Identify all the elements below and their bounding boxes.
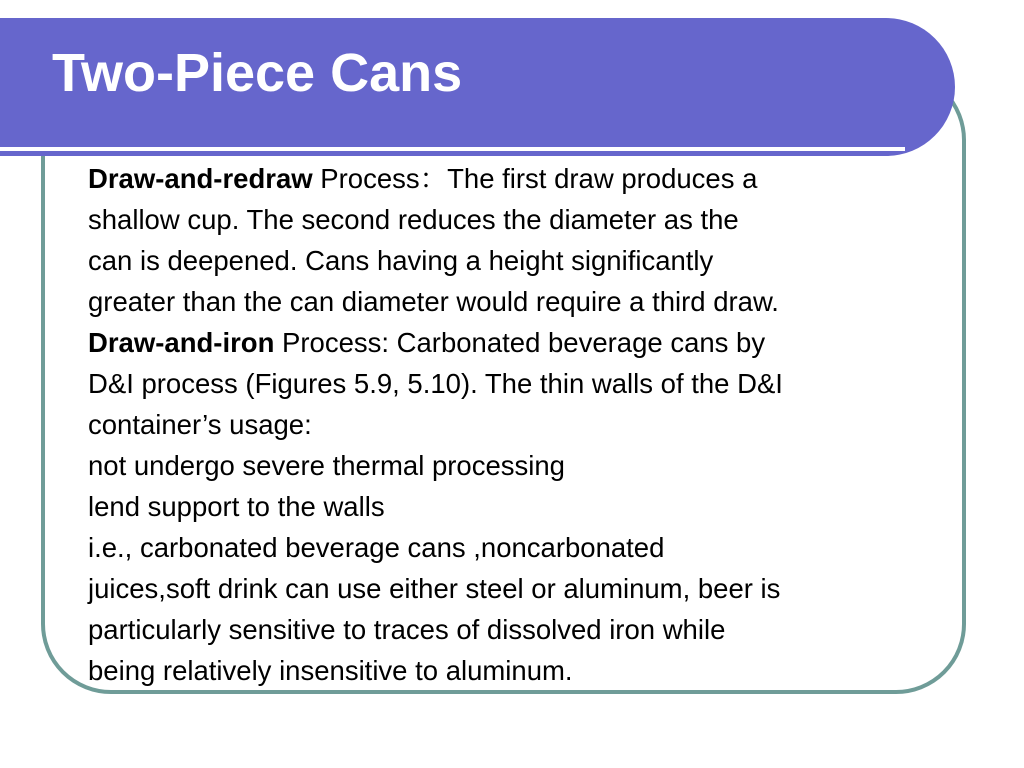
term-draw-and-redraw: Draw-and-redraw — [88, 163, 313, 194]
body-line-9: lend support to the walls — [88, 491, 385, 522]
body-line-1 — [88, 158, 958, 199]
body-line-5 — [88, 322, 958, 363]
body-line-1-text: Process：The first draw produces a — [312, 163, 758, 194]
term-draw-and-iron: Draw-and-iron — [88, 327, 275, 358]
slide-body — [88, 158, 958, 691]
body-line-10: i.e., carbonated beverage cans ,noncarbonated — [88, 532, 665, 563]
body-line-2: shallow cup. The second reduces the diameter as the — [88, 204, 739, 235]
body-line-4: greater than the can diameter would require a third draw. — [88, 286, 779, 317]
body-line-3: can is deepened. Cans having a height significantly — [88, 245, 714, 276]
body-line-13: being relatively insensitive to aluminum. — [88, 655, 573, 686]
body-line-6: D&I process (Figures 5.9, 5.10). The thin walls of the D&I — [88, 368, 783, 399]
body-line-8: not undergo severe thermal processing — [88, 450, 565, 481]
slide-title: Two-Piece Cans — [52, 43, 463, 103]
body-line-7: container’s usage: — [88, 409, 312, 440]
body-line-5-text: Process: Carbonated beverage cans by — [274, 327, 766, 358]
body-line-12: particularly sensitive to traces of dissolved iron while — [88, 614, 726, 645]
body-line-11: juices,soft drink can use either steel or aluminum, beer is — [88, 573, 781, 604]
title-underline — [0, 147, 905, 151]
